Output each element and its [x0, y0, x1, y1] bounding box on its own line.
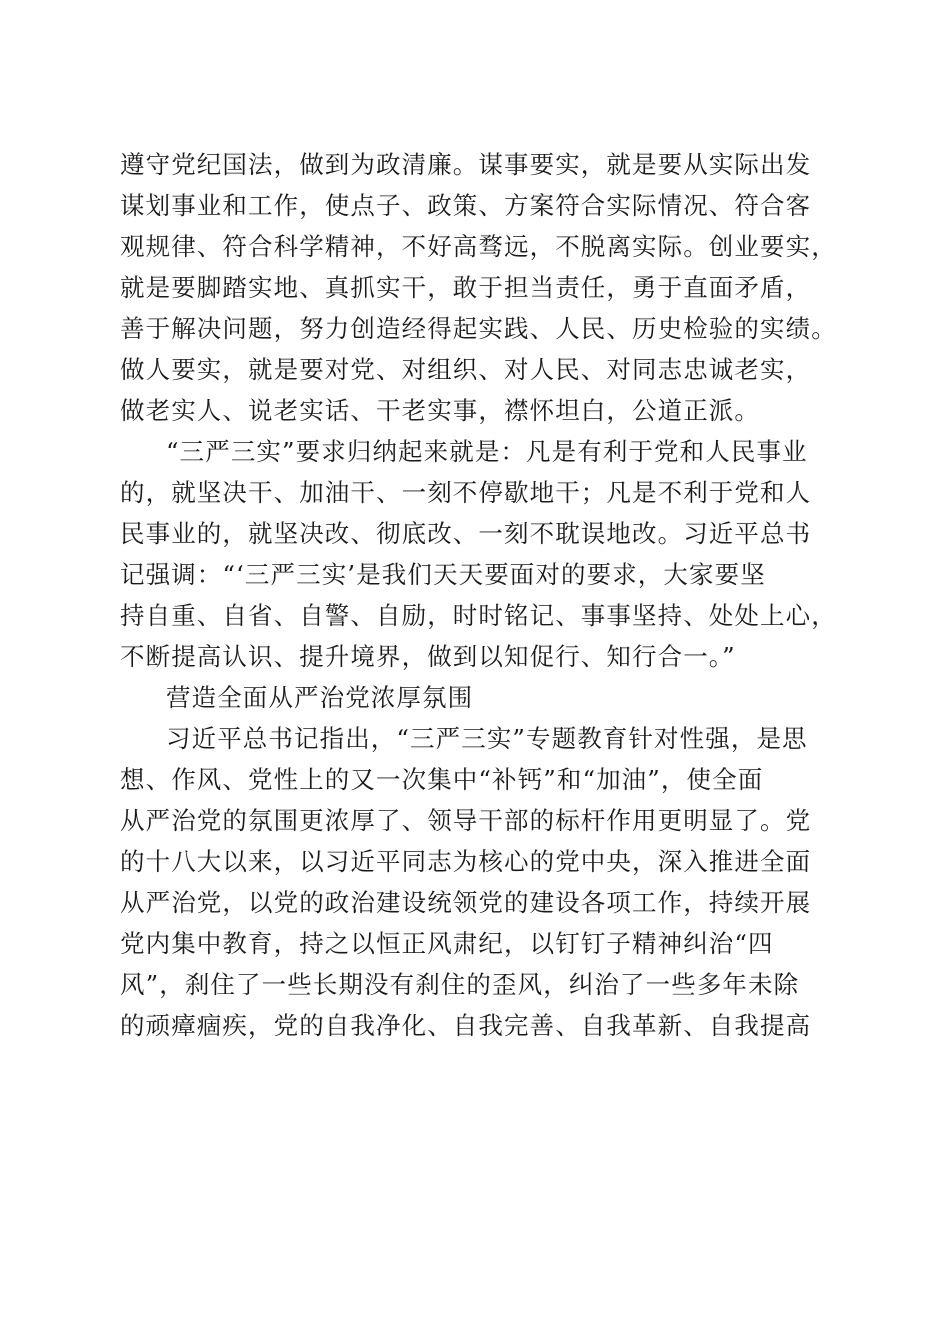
- text-line: 营造全面从严治党浓厚氛围: [166, 683, 474, 712]
- text-line: 持自重、自省、自警、自励，时时铭记、事事坚持、处处上心，: [120, 601, 837, 630]
- text-line: 善于解决问题，努力创造经得起实践、人民、历史检验的实绩。: [120, 314, 837, 343]
- text-line: 观规律、符合科学精神，不好高骛远，不脱离实际。创业要实，: [120, 232, 837, 261]
- text-line: 从严治党的氛围更浓厚了、领导干部的标杆作用更明显了。党: [120, 806, 812, 835]
- text-line: 不断提高认识、提升境界，做到以知促行、知行合一。”: [120, 642, 736, 671]
- text-line: 记强调：“‘三严三实’是我们天天要面对的要求，大家要坚: [120, 560, 766, 589]
- text-line: 想、作风、党性上的又一次集中“补钙”和“加油”，使全面: [120, 765, 764, 794]
- text-line: 的十八大以来，以习近平同志为核心的党中央，深入推进全面: [120, 847, 812, 876]
- text-line: 风”，刹住了一些长期没有刹住的歪风，纠治了一些多年未除: [120, 970, 800, 999]
- text-line: “三严三实”要求归纳起来就是：凡是有利于党和人民事业: [166, 437, 808, 466]
- text-line: 的顽瘴痼疾，党的自我净化、自我完善、自我革新、自我提高: [120, 1011, 812, 1040]
- text-line: 党内集中教育，持之以恒正风肃纪，以钉钉子精神纠治“四: [120, 929, 774, 958]
- text-line: 的，就坚决干、加油干、一刻不停歇地干；凡是不利于党和人: [120, 478, 812, 507]
- text-line: 做老实人、说老实话、干老实事，襟怀坦白，公道正派。: [120, 396, 760, 425]
- text-line: 习近平总书记指出，“三严三实”专题教育针对性强，是思: [166, 724, 808, 753]
- document-body: [120, 144, 840, 1046]
- text-line: 就是要脚踏实地、真抓实干，敢于担当责任，勇于直面矛盾，: [120, 273, 812, 302]
- text-line: 谋划事业和工作，使点子、政策、方案符合实际情况、符合客: [120, 191, 812, 220]
- text-line: 做人要实，就是要对党、对组织、对人民、对同志忠诚老实，: [120, 355, 812, 384]
- text-line: 从严治党，以党的政治建设统领党的建设各项工作，持续开展: [120, 888, 812, 917]
- text-line: 遵守党纪国法，做到为政清廉。谋事要实，就是要从实际出发: [120, 150, 812, 179]
- text-line: 民事业的，就坚决改、彻底改、一刻不耽误地改。习近平总书: [120, 519, 812, 548]
